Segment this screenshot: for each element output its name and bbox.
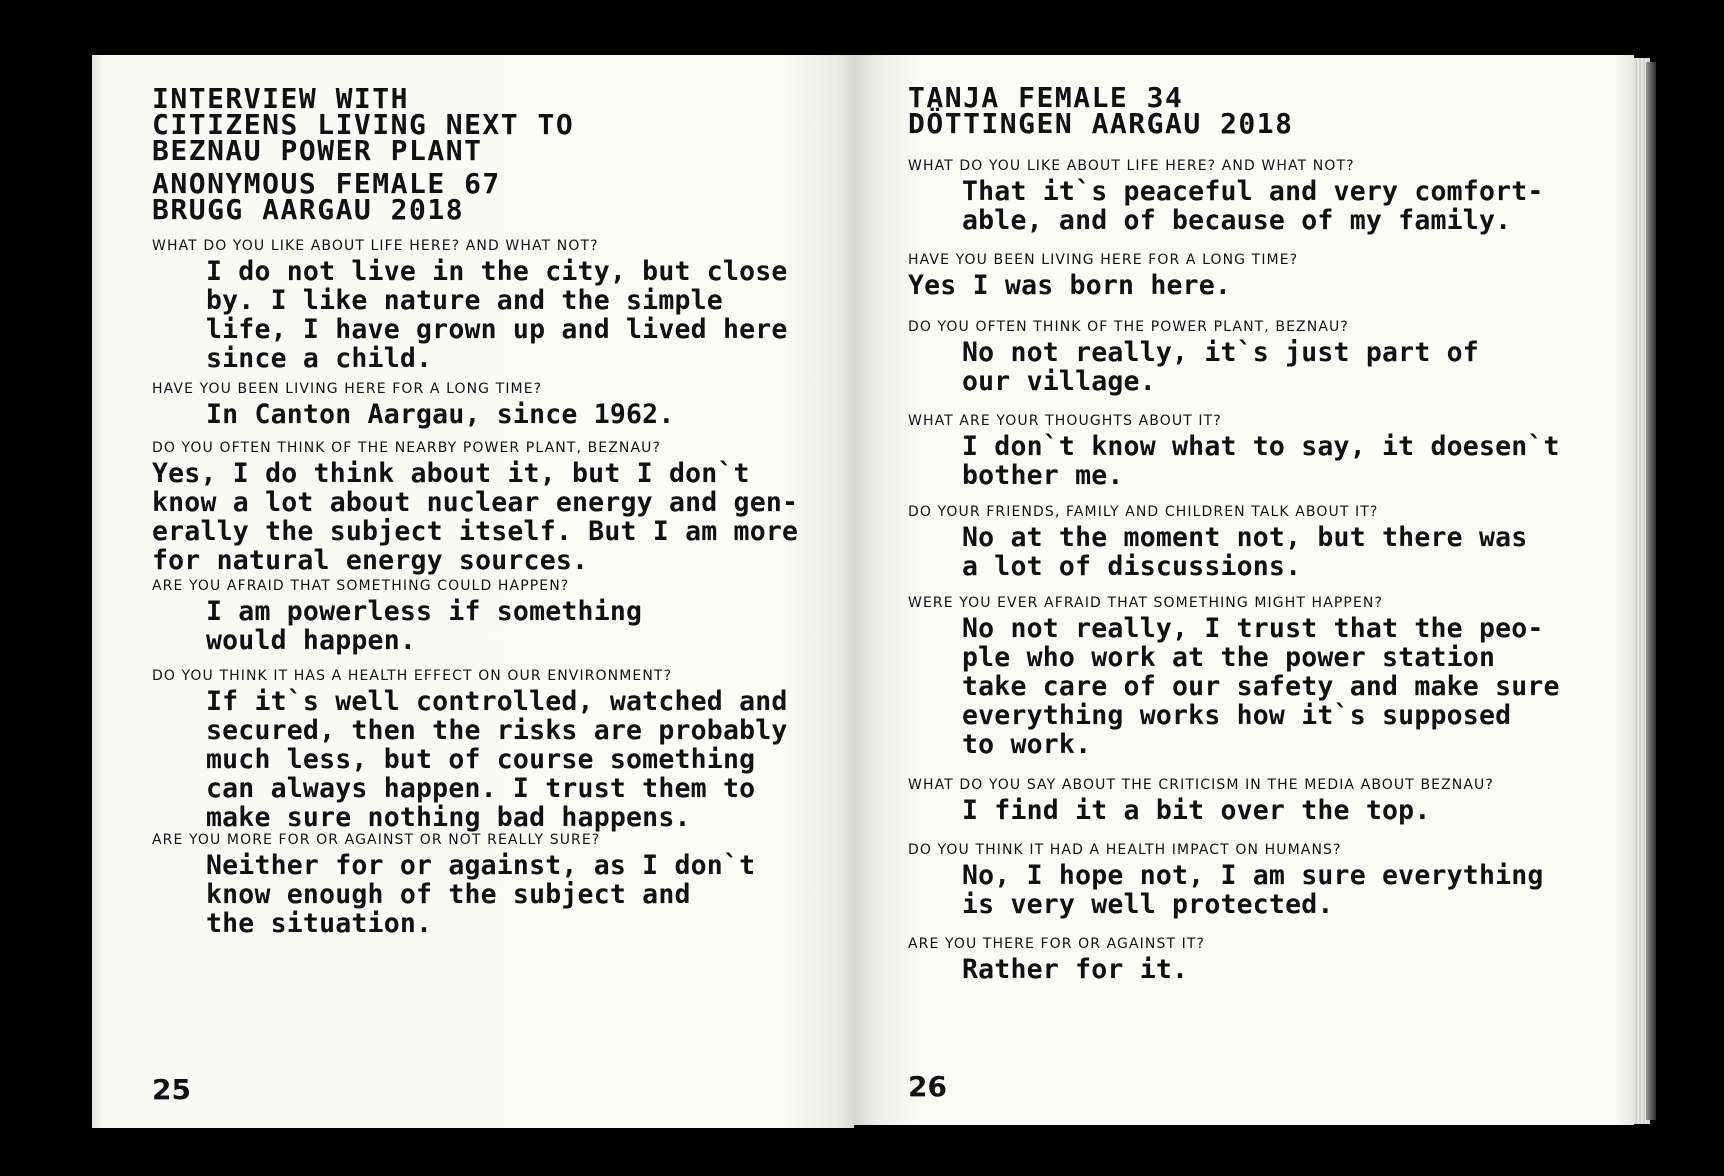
question: DO YOU OFTEN THINK OF THE NEARBY POWER PLANT, BEZNAU? xyxy=(152,440,662,456)
answer: No not really, it`s just part of our village. xyxy=(962,337,1479,397)
answer: Neither for or against, as I don`t know enough of the subject and the situation. xyxy=(206,850,756,939)
qa-item xyxy=(908,777,1494,825)
question: DO YOU THINK IT HAS A HEALTH EFFECT ON OUR ENVIRONMENT? xyxy=(152,668,673,684)
cover-edge xyxy=(1646,62,1656,1120)
answer: Yes I was born here. xyxy=(908,270,1232,301)
interview-title-block xyxy=(152,82,575,167)
question: WHAT DO YOU SAY ABOUT THE CRITICISM IN THE MEDIA ABOUT BEZNAU? xyxy=(908,777,1494,793)
qa-item xyxy=(908,319,1479,396)
question: DO YOU OFTEN THINK OF THE POWER PLANT, BEZNAU? xyxy=(908,319,1349,335)
interviewee-heading: ANONYMOUS FEMALE 67 BRUGG AARGAU 2018 xyxy=(152,167,501,226)
interviewee-heading: TANJA FEMALE 34 DÖTTINGEN AARGAU 2018 xyxy=(908,81,1294,140)
question: ARE YOU AFRAID THAT SOMETHING COULD HAPPEN? xyxy=(152,578,570,594)
question: HAVE YOU BEEN LIVING HERE FOR A LONG TIME? xyxy=(908,252,1299,268)
answer: Rather for it. xyxy=(962,954,1189,985)
interviewee-heading-block xyxy=(908,81,1294,140)
qa-item xyxy=(908,595,1560,759)
qa-item xyxy=(908,252,1298,300)
qa-item xyxy=(908,842,1544,919)
question: DO YOU THINK IT HAD A HEALTH IMPACT ON HUMANS? xyxy=(908,842,1342,858)
left-page xyxy=(92,55,854,1128)
interviewee-heading-block xyxy=(152,167,501,226)
qa-item xyxy=(152,440,798,575)
question: WHAT DO YOU LIKE ABOUT LIFE HERE? AND WHAT NOT? xyxy=(908,158,1355,174)
question: WERE YOU EVER AFRAID THAT SOMETHING MIGHT HAPPEN? xyxy=(908,595,1383,611)
answer: No at the moment not, but there was a lot of discussions. xyxy=(962,522,1528,582)
answer: If it`s well controlled, watched and secured, then the risks are probably much less, but of course something can always happen. I trust them to make sure nothing bad happens. xyxy=(206,686,788,833)
qa-item xyxy=(152,238,788,373)
answer: I do not live in the city, but close by. I like nature and the simple life, I have grown up and lived here since a child. xyxy=(206,256,788,374)
qa-item xyxy=(152,832,755,938)
answer: I am powerless if something would happen. xyxy=(206,596,643,656)
answer: I don`t know what to say, it doesen`t bother me. xyxy=(962,431,1560,491)
question: ARE YOU THERE FOR OR AGAINST IT? xyxy=(908,936,1206,952)
qa-item xyxy=(908,413,1560,490)
answer: In Canton Aargau, since 1962. xyxy=(206,399,675,430)
page-number: 25 xyxy=(152,1073,191,1106)
answer: That it`s peaceful and very comfort- able, and of because of my family. xyxy=(962,176,1544,236)
page-number: 26 xyxy=(908,1070,947,1103)
qa-item xyxy=(908,504,1527,581)
answer: Yes, I do think about it, but I don`t know a lot about nuclear energy and gen- erally the subject itself. But I am more for natural energy sources. xyxy=(152,458,799,576)
question: ARE YOU MORE FOR OR AGAINST OR NOT REALLY SURE? xyxy=(152,832,601,848)
interview-title: INTERVIEW WITH CITIZENS LIVING NEXT TO BEZNAU POWER PLANT xyxy=(152,82,575,167)
qa-item xyxy=(908,158,1544,235)
answer: No, I hope not, I am sure everything is very well protected. xyxy=(962,860,1544,920)
qa-item xyxy=(152,578,642,655)
question: WHAT DO YOU LIKE ABOUT LIFE HERE? AND WHAT NOT? xyxy=(152,238,599,254)
answer: No not really, I trust that the peo- ple who work at the power station take care of our safety and make sure everything works how it`s supposed to work. xyxy=(962,613,1560,760)
qa-item xyxy=(908,936,1205,984)
right-page xyxy=(854,55,1634,1125)
question: DO YOUR FRIENDS, FAMILY AND CHILDREN TALK ABOUT IT? xyxy=(908,504,1379,520)
question: WHAT ARE YOUR THOUGHTS ABOUT IT? xyxy=(908,413,1222,429)
qa-item xyxy=(152,668,788,832)
question: HAVE YOU BEEN LIVING HERE FOR A LONG TIME? xyxy=(152,381,543,397)
qa-item xyxy=(152,381,674,429)
answer: I find it a bit over the top. xyxy=(962,795,1431,826)
